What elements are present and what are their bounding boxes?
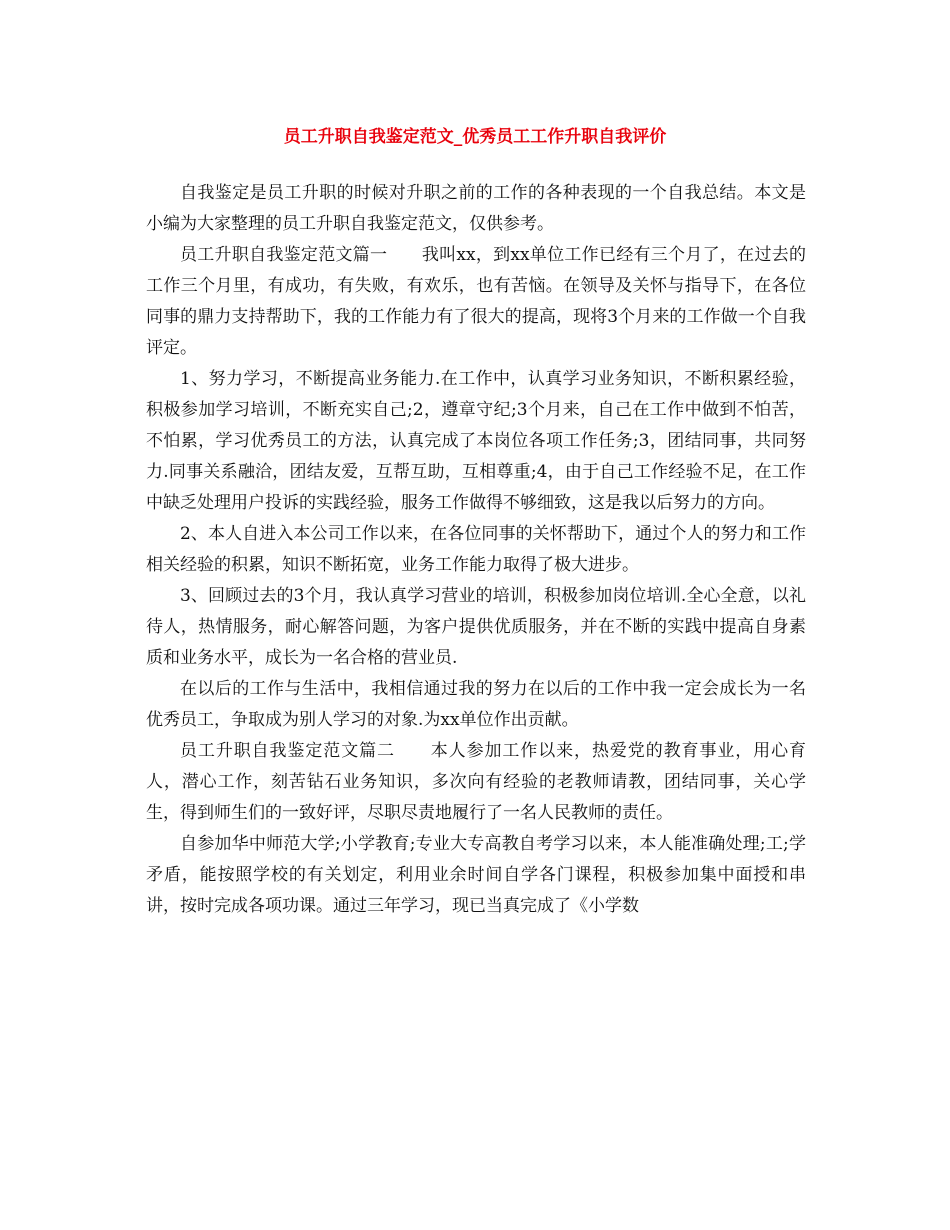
paragraph-conclusion-one: 在以后的工作与生活中，我相信通过我的努力在以后的工作中我一定会成长为一名优秀员工，争取成为别人学习的对象.为xx单位作出贡献。 (146, 679, 806, 730)
paragraph-sample-one-intro: 员工升职自我鉴定范文篇一 我叫xx，到xx单位工作已经有三个月了，在过去的工作三个月里，有成功，有失败，有欢乐，也有苦恼。在领导及关怀与指导下，在各位同事的鼎力支持帮助下，我的工作能力有了很大的提高，现将3个月来的工作做一个自我评定。 (146, 245, 806, 358)
paragraph-point-two: 2、本人自进入本公司工作以来，在各位同事的关怀帮助下，通过个人的努力和工作相关经验的积累，知识不断拓宽，业务工作能力取得了极大进步。 (146, 524, 806, 575)
paragraph-point-one: 1、努力学习，不断提高业务能力.在工作中，认真学习业务知识，不断积累经验，积极参加学习培训，不断充实自己;2，遵章守纪;3个月来，自己在工作中做到不怕苦，不怕累，学习优秀员工的方法，认真完成了本岗位各项工作任务;3，团结同事，共同努力.同事关系融洽，团结友爱，互帮互助，互相尊重;4，由于自己工作经验不足，在工作中缺乏处理用户投诉的实践经验，服务工作做得不够细致，这是我以后努力的方向。 (146, 369, 806, 513)
document-body (146, 178, 806, 922)
paragraph-point-three: 3、回顾过去的3个月，我认真学习营业的培训，积极参加岗位培训.全心全意，以礼待人，热情服务，耐心解答问题，为客户提供优质服务，并在不断的实践中提高自身素质和业务水平，成长为一名合格的营业员. (146, 586, 806, 668)
paragraph-sample-two-intro: 员工升职自我鉴定范文篇二 本人参加工作以来，热爱党的教育事业，用心育人，潜心工作，刻苦钻石业务知识，多次向有经验的老教师请教，团结同事，关心学生，得到师生们的一致好评，尽职尽责地履行了一名人民教师的责任。 (146, 741, 806, 823)
document-title: 员工升职自我鉴定范文_优秀员工工作升职自我评价 (283, 127, 667, 147)
paragraph-study-experience: 自参加华中师范大学;小学教育;专业大专高教自考学习以来，本人能准确处理;工;学矛盾，能按照学校的有关划定，利用业余时间自学各门课程，积极参加集中面授和串讲，按时完成各项功课。通过三年学习，现已当真完成了《小学数 (146, 834, 806, 916)
paragraph-intro: 自我鉴定是员工升职的时候对升职之前的工作的各种表现的一个自我总结。本文是小编为大家整理的员工升职自我鉴定范文，仅供参考。 (146, 183, 806, 234)
